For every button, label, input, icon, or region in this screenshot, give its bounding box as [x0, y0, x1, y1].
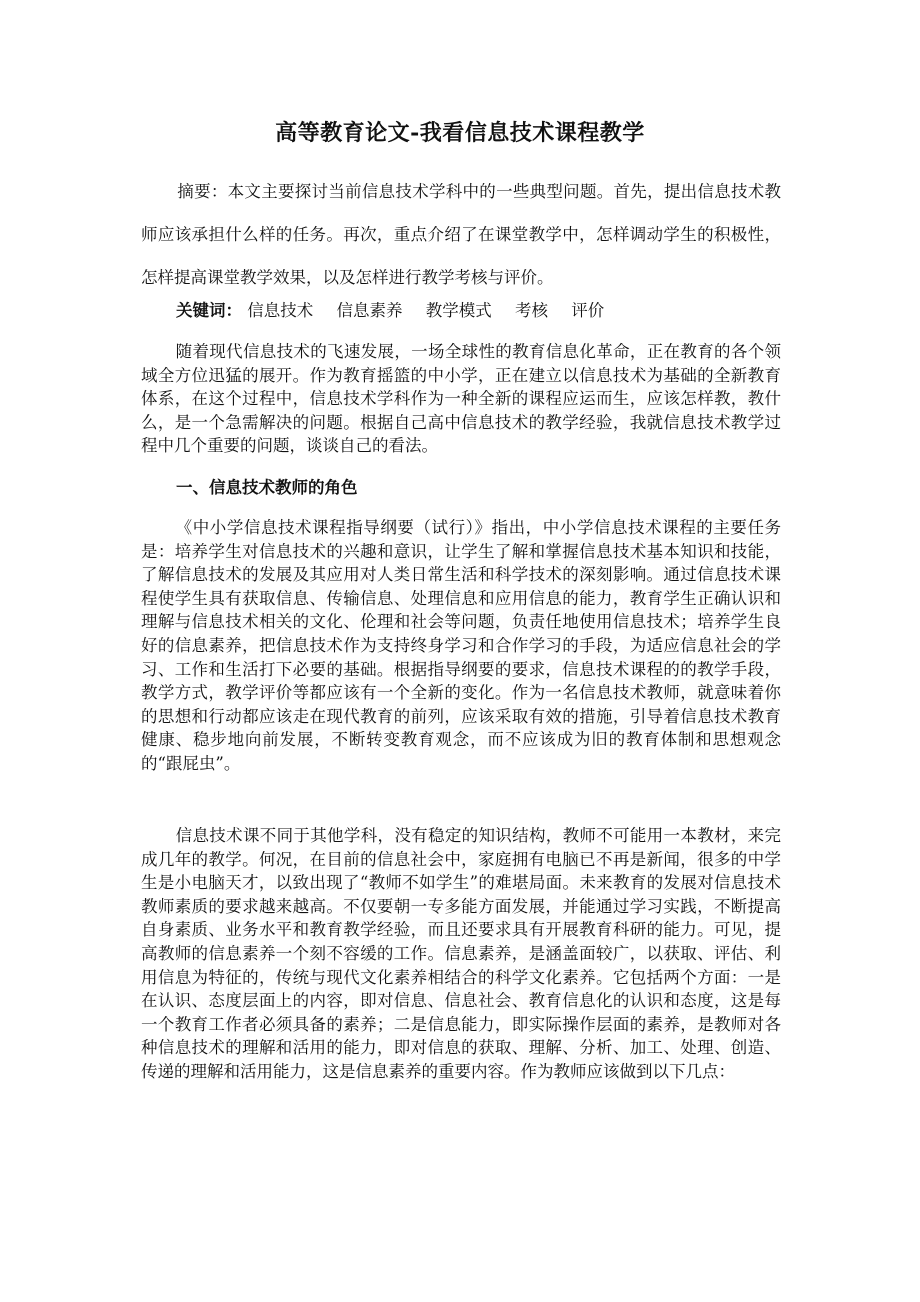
- keywords-label: 关键词：: [176, 301, 242, 320]
- keyword-item: 评价: [571, 301, 605, 320]
- keywords-line: [176, 296, 776, 326]
- section-heading: 一、信息技术教师的角色: [176, 478, 358, 497]
- body-paragraph: 《中小学信息技术课程指导纲要（试行）》指出，中小学信息技术课程的主要任务是：培养学生对信息技术的兴趣和意识，让学生了解和掌握信息技术基本知识和技能，了解信息技术的发展及其应用对人类日常生活和科学技术的深刻影响。通过信息技术课程使学生具有获取信息、传输信息、处理信息和应用信息的能力，教育学生正确认识和理解与信息技术相关的文化、伦理和社会等问题，负责任地使用信息技术；培养学生良好的信息素养，把信息技术作为支持终身学习和合作学习的手段，为适应信息社会的学习、工作和生活打下必要的基础。根据指导纲要的要求，信息技术课程的的教学手段，教学方式，教学评价等都应该有一个全新的变化。作为一名信息技术教师，就意味着你的思想和行动都应该走在现代教育的前列，应该采取有效的措施，引导着信息技术教育健康、稳步地向前发展，不断转变教育观念，而不应该成为旧的教育体制和思想观念的“跟屁虫”。: [141, 518, 781, 773]
- abstract-paragraph: [141, 170, 781, 299]
- keyword-item: 信息技术: [247, 301, 314, 320]
- document-title: 高等教育论文-我看信息技术课程教学: [275, 120, 645, 146]
- body-paragraph: 信息技术课不同于其他学科，没有稳定的知识结构，教师不可能用一本教材，来完成几年的教学。何况，在目前的信息社会中，家庭拥有电脑已不再是新闻，很多的中学生是小电脑天才，以致出现了“教师不如学生”的难堪局面。未来教育的发展对信息技术教师素质的要求越来越高。不仅要朝一专多能方面发展，并能通过学习实践，不断提高自身素质、业务水平和教育教学经验，而且还要求具有开展教育科研的能力。可见，提高教师的信息素养一个刻不容缓的工作。信息素养，是涵盖面较广，以获取、评估、利用信息为特征的，传统与现代文化素养相结合的科学文化素养。它包括两个方面：一是在认识、态度层面上的内容，即对信息、信息社会、教育信息化的认识和态度，这是每一个教育工作者必须具备的素养；二是信息能力，即实际操作层面的素养，是教师对各种信息技术的理解和活用的能力，即对信息的获取、理解、分析、加工、处理、创造、传递的理解和活用能力，这是信息素养的重要内容。作为教师应该做到以下几点：: [141, 826, 781, 1081]
- abstract-text: 本文主要探讨当前信息技术学科中的一些典型问题。首先，提出信息技术教师应该承担什么样的任务。再次，重点介绍了在课堂教学中，怎样调动学生的积极性，怎样提高课堂教学效果，以及怎样进行教学考核与评价。: [141, 182, 782, 287]
- keyword-item: 考核: [515, 301, 548, 320]
- keyword-item: 信息素养: [336, 301, 403, 320]
- intro-paragraph: 随着现代信息技术的飞速发展，一场全球性的教育信息化革命，正在教育的各个领域全方位迅猛的展开。作为教育摇篮的中小学，正在建立以信息技术为基础的全新教育体系，在这个过程中，信息技术学科作为一种全新的课程应运而生，应该怎样教，教什么，是一个急需解决的问题。根据自己高中信息技术的教学经验，我就信息技术教学过程中几个重要的问题，谈谈自己的看法。: [141, 342, 781, 456]
- abstract-label: 摘要：: [177, 182, 228, 201]
- keyword-item: 教学模式: [425, 301, 492, 320]
